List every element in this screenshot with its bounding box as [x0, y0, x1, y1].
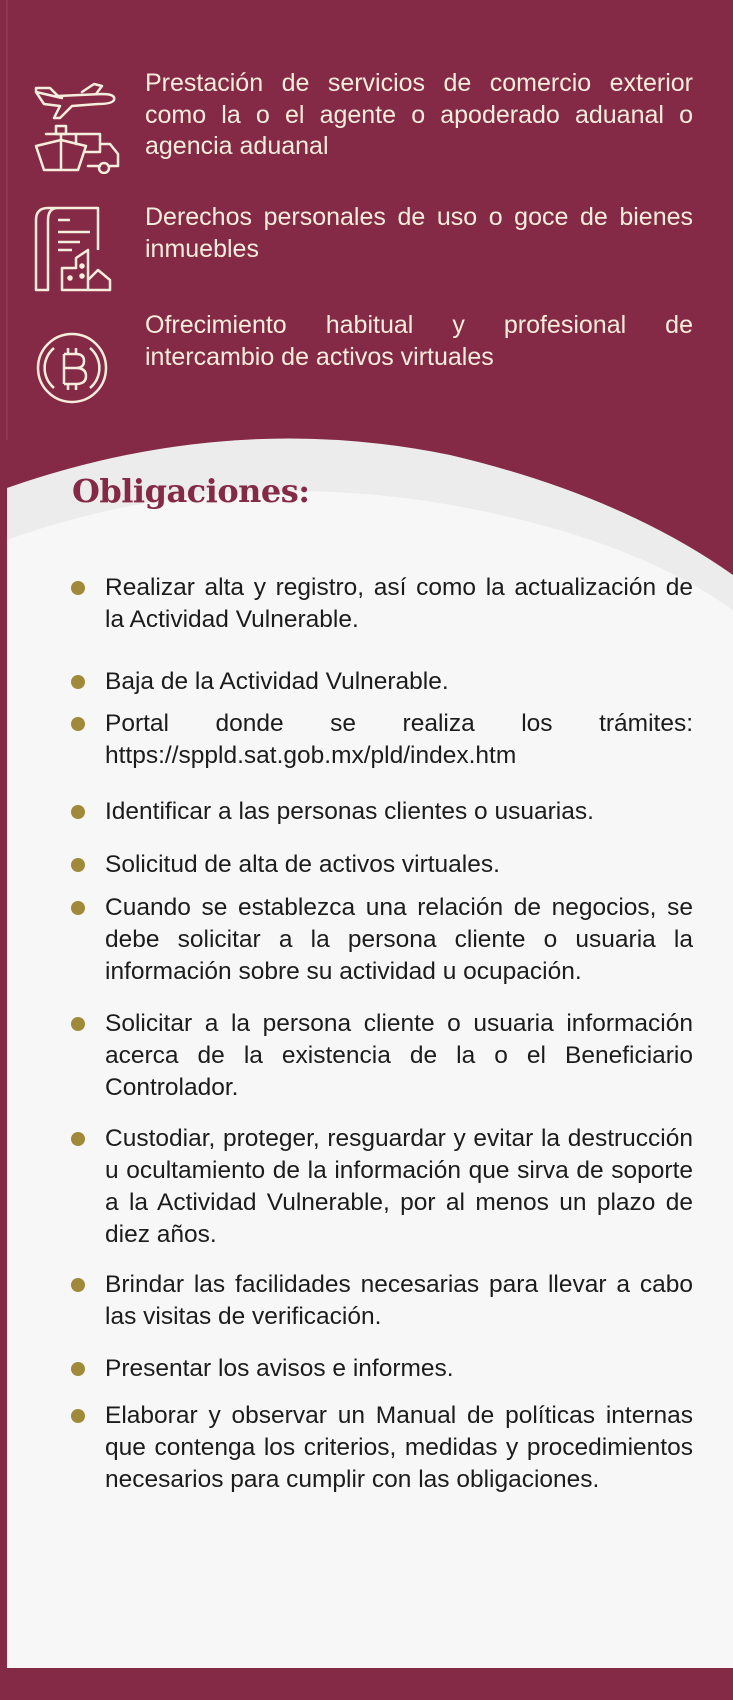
- obligation-item: [105, 892, 693, 988]
- bullet-icon: [71, 581, 85, 595]
- obligations-list: [0, 572, 733, 1496]
- obligation-text: Solicitar a la persona cliente o usuaria información acerca de la existencia de la o el Beneficiario Controlador.: [105, 1010, 693, 1101]
- obligation-item: [105, 1269, 693, 1333]
- obligation-item: [105, 796, 693, 828]
- service-customs: Prestación de servicios de comercio exterior como la o el agente o apoderado aduanal o agencia aduanal: [145, 69, 693, 160]
- obligation-item: [105, 708, 693, 772]
- obligation-text: Cuando se establezca una relación de negocios, se debe solicitar a la persona cliente o usuaria la información sobre su actividad u ocupación.: [105, 894, 693, 985]
- obligation-text: Presentar los avisos e informes.: [105, 1355, 454, 1382]
- obligation-item: [105, 1008, 693, 1104]
- bullet-icon: [71, 1278, 85, 1292]
- bullet-icon: [71, 1132, 85, 1146]
- obligation-text: Brindar las facilidades necesarias para llevar a cabo las visitas de verificación.: [105, 1271, 693, 1330]
- bullet-icon: [71, 858, 85, 872]
- obligation-item: [105, 1353, 693, 1385]
- obligation-text: Realizar alta y registro, así como la actualización de la Actividad Vulnerable.: [105, 574, 693, 633]
- obligation-text: Portal donde se realiza los trámites: https://sppld.sat.gob.mx/pld/index.htm: [105, 710, 693, 769]
- bullet-icon: [71, 717, 85, 731]
- document-buildings-icon: [32, 206, 122, 296]
- obligation-item: [105, 849, 693, 881]
- plane-ship-truck-icon: [32, 82, 122, 174]
- bullet-icon: [71, 901, 85, 915]
- obligation-text: Baja de la Actividad Vulnerable.: [105, 668, 449, 695]
- obligation-text: Identificar a las personas clientes o usuarias.: [105, 798, 594, 825]
- bullet-icon: [71, 1017, 85, 1031]
- bullet-icon: [71, 1362, 85, 1376]
- obligation-text: Custodiar, proteger, resguardar y evitar la destrucción u ocultamiento de la información que sirva de soporte a la Actividad Vulnerable, por al menos un plazo de diez años.: [105, 1125, 693, 1248]
- obligation-item: [105, 666, 693, 698]
- service-virtual-assets: Ofrecimiento habitual y profesional de intercambio de activos virtuales: [145, 311, 693, 371]
- bitcoin-icon: [32, 332, 112, 412]
- bullet-icon: [71, 675, 85, 689]
- obligation-item: [105, 1400, 693, 1496]
- bullet-icon: [71, 1409, 85, 1423]
- obligations-title: Obligaciones:: [72, 472, 310, 510]
- obligation-item: [105, 1123, 693, 1251]
- bullet-icon: [71, 805, 85, 819]
- obligation-text: Elaborar y observar un Manual de políticas internas que contenga los criterios, medidas y procedimientos necesarios para cumplir con las obligaciones.: [105, 1402, 693, 1493]
- obligation-item: [105, 572, 693, 636]
- obligation-text: Solicitud de alta de activos virtuales.: [105, 851, 500, 878]
- service-real-estate-rights: Derechos personales de uso o goce de bienes inmuebles: [145, 203, 693, 263]
